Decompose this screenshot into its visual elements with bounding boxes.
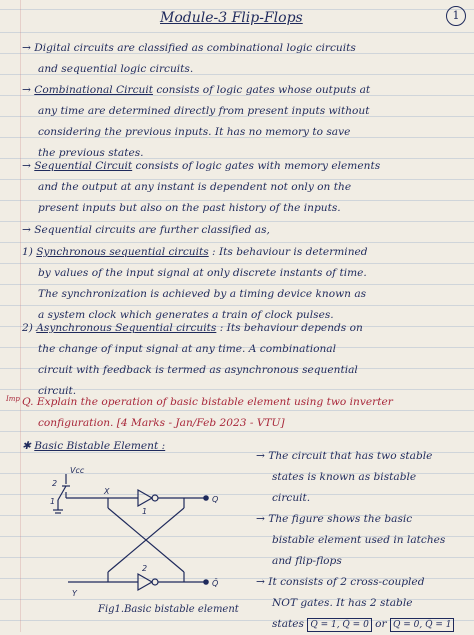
question-line-2: configuration. [4 Marks - Jan/Feb 2023 - VTU] [38, 417, 285, 429]
gate-2-label: 2 [142, 564, 148, 573]
note-2-line-3: and flip-flops [272, 555, 342, 567]
not-gate-2 [138, 574, 152, 590]
arrow-bullet: → [22, 42, 31, 54]
note-3-line-3: states Q = 1, Q̄ = 0 or Q = 0, Q̄ = 1 [256, 614, 454, 635]
combinational-line-2: any time are determined directly from present inputs without [38, 105, 370, 117]
arrow-bullet: → [22, 160, 31, 172]
synchronous-term: Synchronous sequential circuits [36, 246, 209, 258]
vcc-label: Vcc [70, 466, 85, 475]
q-label: Q [212, 495, 219, 504]
synchronous-line-2: by values of the input signal at only discrete instants of time. [38, 267, 367, 279]
page-title: Module-3 Flip-Flops [160, 10, 303, 26]
note-2-line-1: → The figure shows the basic [256, 513, 413, 525]
note-1-line-1: → The circuit that has two stable [256, 450, 433, 462]
note-3-line-1: → It consists of 2 cross-coupled [256, 576, 425, 588]
note-1-line-3: circuit. [272, 492, 311, 504]
switch-lever [58, 486, 66, 500]
sequential-line-1: → Sequential Circuit consists of logic gates with memory elements [22, 160, 381, 172]
arrow-bullet: → [22, 224, 31, 236]
sequential-line-3: present inputs but also on the past history of the inputs. [38, 202, 341, 214]
bistable-circuit-diagram [28, 464, 250, 604]
arrow-bullet: → [256, 576, 265, 588]
bistable-heading-row [22, 436, 165, 457]
combinational-term: Combinational Circuit [34, 84, 153, 96]
asynchronous-line-1: 2) Asynchronous Sequential circuits : Its behaviour depends on [22, 322, 363, 334]
arrow-bullet: → [256, 450, 265, 462]
star-bullet: ✱ [22, 440, 31, 452]
node-x-label: X [104, 487, 110, 496]
question-line-1: Q. Explain the operation of basic bistable element using two inverter [22, 396, 393, 408]
exam-question [22, 392, 393, 434]
bistable-heading: Basic Bistable Element : [34, 440, 166, 452]
asynchronous-line-2: the change of input signal at any time. A combinational [38, 343, 336, 355]
margin-line [20, 0, 21, 632]
bistable-notes [256, 446, 454, 635]
intro-line-1: → Digital circuits are classified as combinational logic circuits [22, 42, 356, 54]
arrow-bullet: → [256, 513, 265, 525]
sequential-line-2: and the output at any instant is dependent not only on the [38, 181, 352, 193]
synchronous-line-1: 1) Synchronous sequential circuits : Its behaviour is determined [22, 246, 368, 258]
question-mark: Q. [22, 396, 34, 408]
sequential-term: Sequential Circuit [34, 160, 133, 172]
not-gate-1 [138, 490, 152, 506]
state-box-a: Q = 1, Q̄ = 0 [307, 618, 371, 632]
switch-label-2: 2 [52, 479, 58, 488]
gate-1-label: 1 [142, 507, 148, 516]
qbar-label: Q̄ [212, 579, 219, 588]
asynchronous-line-4: circuit. [38, 385, 77, 397]
asynchronous-line-3: circuit with feedback is termed as asynchronous sequential [38, 364, 358, 376]
combinational-line-3: considering the previous inputs. It has no memory to save [38, 126, 351, 138]
switch-label-1: 1 [50, 497, 56, 506]
synchronous-paragraph [22, 242, 368, 326]
synchronous-line-4: a system clock which generates a train of clock pulses. [38, 309, 334, 321]
sequential-paragraph [22, 156, 380, 219]
synchronous-line-3: The synchronization is achieved by a timing device known as [38, 288, 367, 300]
asynchronous-term: Asynchronous Sequential circuits [36, 322, 217, 334]
combinational-paragraph [22, 80, 370, 164]
combinational-line-1: → Combinational Circuit consists of logic gates whose outputs at [22, 84, 371, 96]
arrow-bullet: → [22, 84, 31, 96]
intro-line-2: and sequential logic circuits. [38, 63, 194, 75]
important-mark: Imp [6, 395, 20, 403]
node-y-label: Y [72, 589, 77, 598]
figure-caption: Fig1.Basic bistable element [98, 604, 239, 615]
page-number: 1 [446, 6, 466, 26]
classified-line: → Sequential circuits are further classified as, [22, 224, 270, 236]
note-2-line-2: bistable element used in latches [272, 534, 446, 546]
note-3-line-2: NOT gates. It has 2 stable [272, 597, 413, 609]
note-1-line-2: states is known as bistable [272, 471, 417, 483]
combinational-line-4: the previous states. [38, 147, 144, 159]
state-box-b: Q = 0, Q̄ = 1 [390, 618, 454, 632]
intro-paragraph [22, 38, 356, 80]
asynchronous-paragraph [22, 318, 363, 402]
